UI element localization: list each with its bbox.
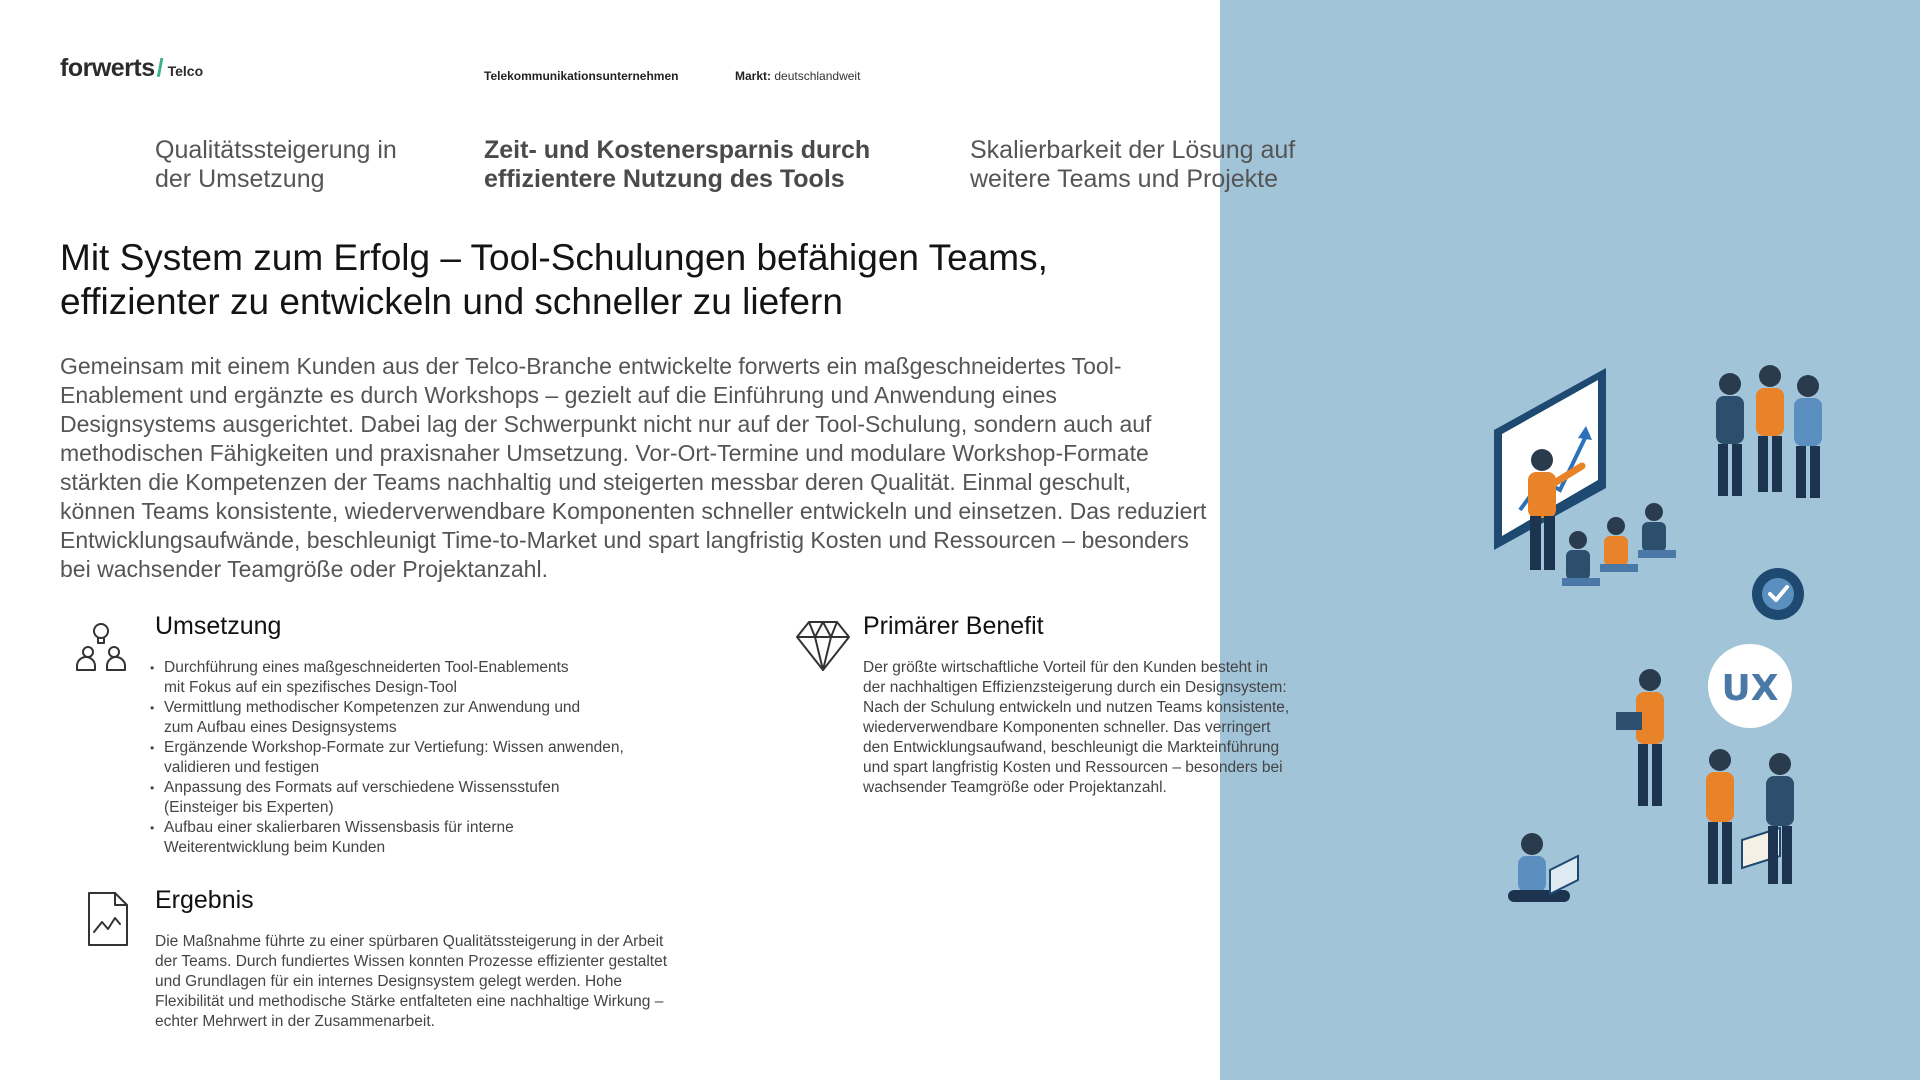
focus-area-efficiency: Zeit- und Kostenersparnis durch effizientere Nutzung des Tools — [484, 136, 871, 193]
svg-text:UX: UX — [1721, 668, 1779, 709]
diamond-icon — [794, 617, 852, 675]
team-training-illustration — [1480, 340, 1900, 960]
page-title: Mit System zum Erfolg – Tool-Schulungen befähigen Teams, effizienter zu entwickeln und schneller zu liefern — [60, 237, 1048, 322]
ux-badge — [1708, 644, 1792, 728]
ergebnis-title: Ergebnis — [155, 886, 254, 914]
intro-paragraph: Gemeinsam mit einem Kunden aus der Telco-Branche entwickelte forwerts ein maßgeschneidertes Tool- Enablement und ergänzte es durch Workshops – gezielt auf die Einführung und Anwendung eines Designsystems ausgerichtet. Dabei lag der Schwerpunkt nicht nur auf der Tool-Schulung, sondern auch auf methodischen Fähigkeiten und praxisnaher Umsetzung. Vor-Ort-Termine und modulare Workshop-Formate stärkten die Kompetenzen der Teams nachhaltig und steigerten messbar deren Qualität. Einmal geschult, können Teams konsistente, wiederverwendbare Komponenten schneller entwickeln und einsetzen. Das reduziert Entwicklungsaufwände, beschleunigt Time-to-Market und spart langfristig Kosten und Ressourcen – besonders bei wachsender Teamgröße oder Projektanzahl. — [60, 353, 1207, 582]
brand-slash: / — [156, 54, 164, 82]
pair-discussing — [1706, 749, 1794, 884]
brand-sub: Telco — [167, 63, 204, 79]
ergebnis-text: Die Maßnahme führte zu einer spürbaren Qualitätssteigerung in der Arbeit der Teams. Durch fundiertes Wissen konnten Prozesse effizienter gestaltet und Grundlagen für ein internes Designsystem gelegt werden. Hohe Flexibilität und methodische Stärke entfalteten eine nachhaltige Wirkung – echter Mehrwert in der Zusammenarbeit. — [155, 933, 668, 1030]
team-idea-icon — [72, 618, 130, 676]
focus-area-quality: Qualitätssteigerung in der Umsetzung — [155, 136, 397, 193]
brand-name: forwerts — [60, 54, 155, 82]
list-item: • Vermittlung methodischer Kompetenzen zur Anwendung und zum Aufbau eines Designsystems — [164, 698, 764, 738]
brand-logo[interactable] — [60, 54, 203, 83]
umsetzung-title: Umsetzung — [155, 612, 282, 640]
document-chart-icon — [80, 890, 138, 948]
list-item: • Ergänzende Workshop-Formate zur Vertiefung: Wissen anwenden, validieren und festigen — [164, 738, 764, 778]
focus-area-scalability: Skalierbarkeit der Lösung auf weitere Teams und Projekte — [970, 136, 1296, 193]
list-item: • Durchführung eines maßgeschneiderten Tool-Enablements mit Fokus auf ein spezifisches Design-Tool — [164, 658, 764, 698]
audience — [1562, 503, 1676, 586]
meta-market: Markt: deutschlandweit — [735, 69, 861, 83]
standing-group — [1716, 365, 1822, 498]
list-item: • Aufbau einer skalierbaren Wissensbasis für interne Weiterentwicklung beim Kunden — [164, 818, 764, 858]
person-laptop-seated — [1508, 833, 1578, 902]
benefit-text: Der größte wirtschaftliche Vorteil für den Kunden besteht in der nachhaltigen Effizienzsteigerung durch ein Designsystem: Nach der Schulung entwickeln und nutzen Teams konsistente, wiederverwendbare Komponenten schneller. Das verringert den Entwicklungsaufwand, beschleunigt die Markteinführung und spart langfristig Kosten und Ressourcen – besonders bei wachsender Teamgröße oder Projektanzahl. — [863, 659, 1290, 796]
gear-check-icon — [1752, 568, 1804, 620]
umsetzung-list — [150, 658, 764, 858]
list-item: • Anpassung des Formats auf verschiedene Wissensstufen (Einsteiger bis Experten) — [164, 778, 764, 818]
benefit-title: Primärer Benefit — [863, 612, 1044, 640]
person-laptop-standing — [1616, 669, 1664, 806]
meta-company: Telekommunikationsunternehmen — [484, 69, 679, 83]
